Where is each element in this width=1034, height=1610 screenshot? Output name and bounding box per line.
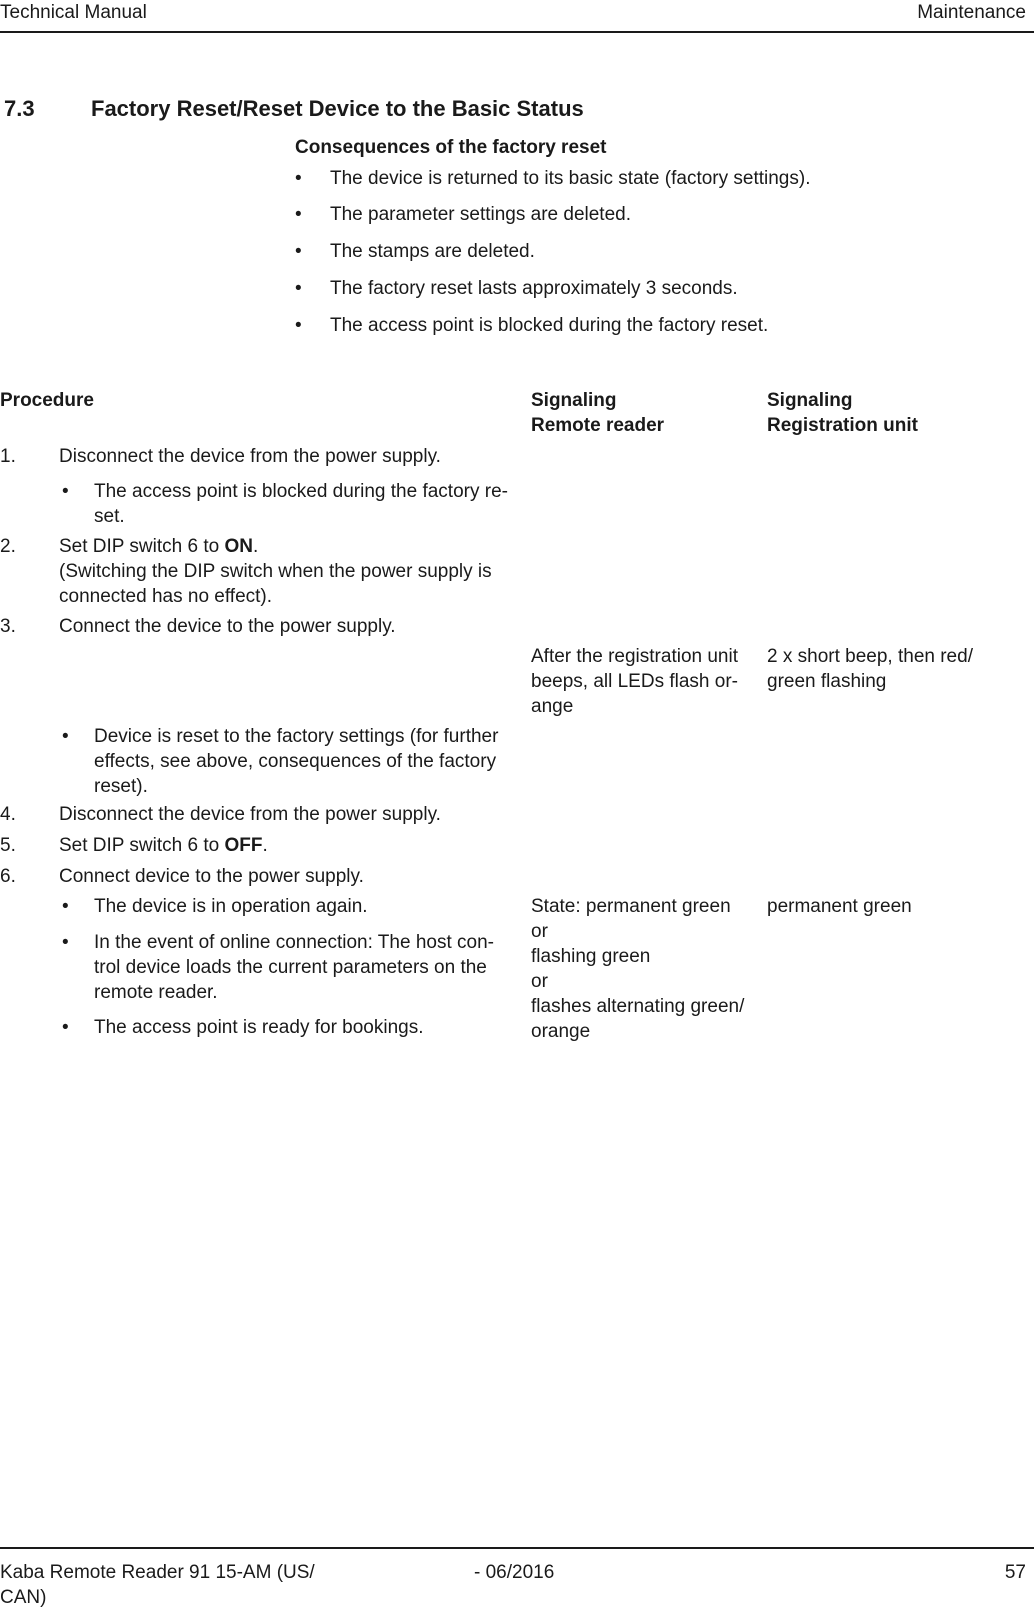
- consequences-heading: Consequences of the factory reset: [295, 137, 607, 158]
- step-number: 5.: [0, 835, 16, 856]
- column-header-procedure: Procedure: [0, 390, 94, 411]
- bullet-icon: •: [295, 204, 302, 225]
- step-result-text: Device is reset to the factory settings (for further effects, see above, consequences of the factory reset).: [94, 726, 499, 797]
- column-header-line: Remote reader: [531, 415, 665, 436]
- column-header-line: Signaling: [767, 390, 853, 411]
- step-text: Connect device to the power supply.: [59, 866, 364, 887]
- step-number: 6.: [0, 866, 16, 887]
- bullet-icon: •: [295, 168, 302, 189]
- bullet-icon: •: [62, 896, 69, 917]
- step-text: Disconnect the device from the power supply.: [59, 446, 441, 467]
- footer-rule: [0, 1547, 1034, 1549]
- footer-date: - 06/2016: [474, 1562, 555, 1583]
- header-doc-title: Technical Manual: [0, 2, 147, 23]
- header-rule: [0, 31, 1034, 33]
- column-header-line: Registration unit: [767, 415, 918, 436]
- signal-remote-reader: After the registration unit beeps, all LEDs flash or-ange: [531, 646, 738, 717]
- list-item-text: The stamps are deleted.: [330, 241, 535, 262]
- step-text-suffix: .: [262, 835, 268, 856]
- step-number: 3.: [0, 616, 16, 637]
- column-header-line: Signaling: [531, 390, 617, 411]
- step-number: 1.: [0, 446, 16, 467]
- signal-registration-unit: permanent green: [767, 896, 912, 917]
- footer-product: Kaba Remote Reader 91 15-AM (US/ CAN): [0, 1562, 315, 1608]
- step-text-suffix: .: [252, 536, 259, 557]
- section-number: 7.3: [4, 96, 35, 121]
- bullet-icon: •: [62, 726, 69, 747]
- list-item-text: The access point is blocked during the factory reset.: [330, 315, 769, 336]
- step-text: Connect the device to the power supply.: [59, 616, 396, 637]
- step-result-text: In the event of online connection: The host con-trol device loads the current parameters on the remote reader.: [94, 932, 494, 1003]
- bullet-icon: •: [62, 1017, 69, 1038]
- bullet-icon: •: [295, 241, 302, 262]
- step-text-prefix: Set DIP switch 6 to: [59, 835, 225, 856]
- signal-line: orange: [531, 1021, 591, 1042]
- page-number: 57: [1004, 1562, 1026, 1583]
- bullet-icon: •: [295, 315, 302, 336]
- signal-line: or: [531, 971, 548, 992]
- signal-line: State: permanent green: [531, 896, 731, 917]
- list-item-text: The device is returned to its basic state (factory settings).: [330, 168, 811, 189]
- step-note: (Switching the DIP switch when the power supply is connected has no effect).: [59, 561, 492, 607]
- signal-line: or: [531, 921, 548, 942]
- signal-remote-reader: [531, 894, 771, 1044]
- step-text: [59, 833, 519, 858]
- switch-state-on: ON: [224, 536, 253, 557]
- signal-line: flashes alternating green/: [531, 996, 745, 1017]
- signal-registration-unit: 2 x short beep, then red/ green flashing: [767, 646, 973, 692]
- column-header-registration-unit: [767, 388, 997, 438]
- step-result-text: The access point is blocked during the factory re-set.: [94, 481, 508, 527]
- header-chapter: Maintenance: [917, 2, 1026, 23]
- section-title: Factory Reset/Reset Device to the Basic Status: [91, 96, 584, 121]
- column-header-remote-reader: [531, 388, 761, 438]
- signal-line: flashing green: [531, 946, 651, 967]
- step-number: 2.: [0, 536, 16, 557]
- step-result-text: The access point is ready for bookings.: [94, 1017, 424, 1038]
- list-item-text: The factory reset lasts approximately 3 seconds.: [330, 278, 738, 299]
- bullet-icon: •: [62, 932, 69, 953]
- switch-state-off: OFF: [224, 835, 263, 856]
- step-text-prefix: Set DIP switch 6 to: [59, 536, 225, 557]
- bullet-icon: •: [295, 278, 302, 299]
- bullet-icon: •: [62, 481, 69, 502]
- list-item-text: The parameter settings are deleted.: [330, 204, 632, 225]
- step-result-text: The device is in operation again.: [94, 896, 368, 917]
- step-text: [59, 534, 519, 609]
- step-text: Disconnect the device from the power supply.: [59, 804, 441, 825]
- step-number: 4.: [0, 804, 16, 825]
